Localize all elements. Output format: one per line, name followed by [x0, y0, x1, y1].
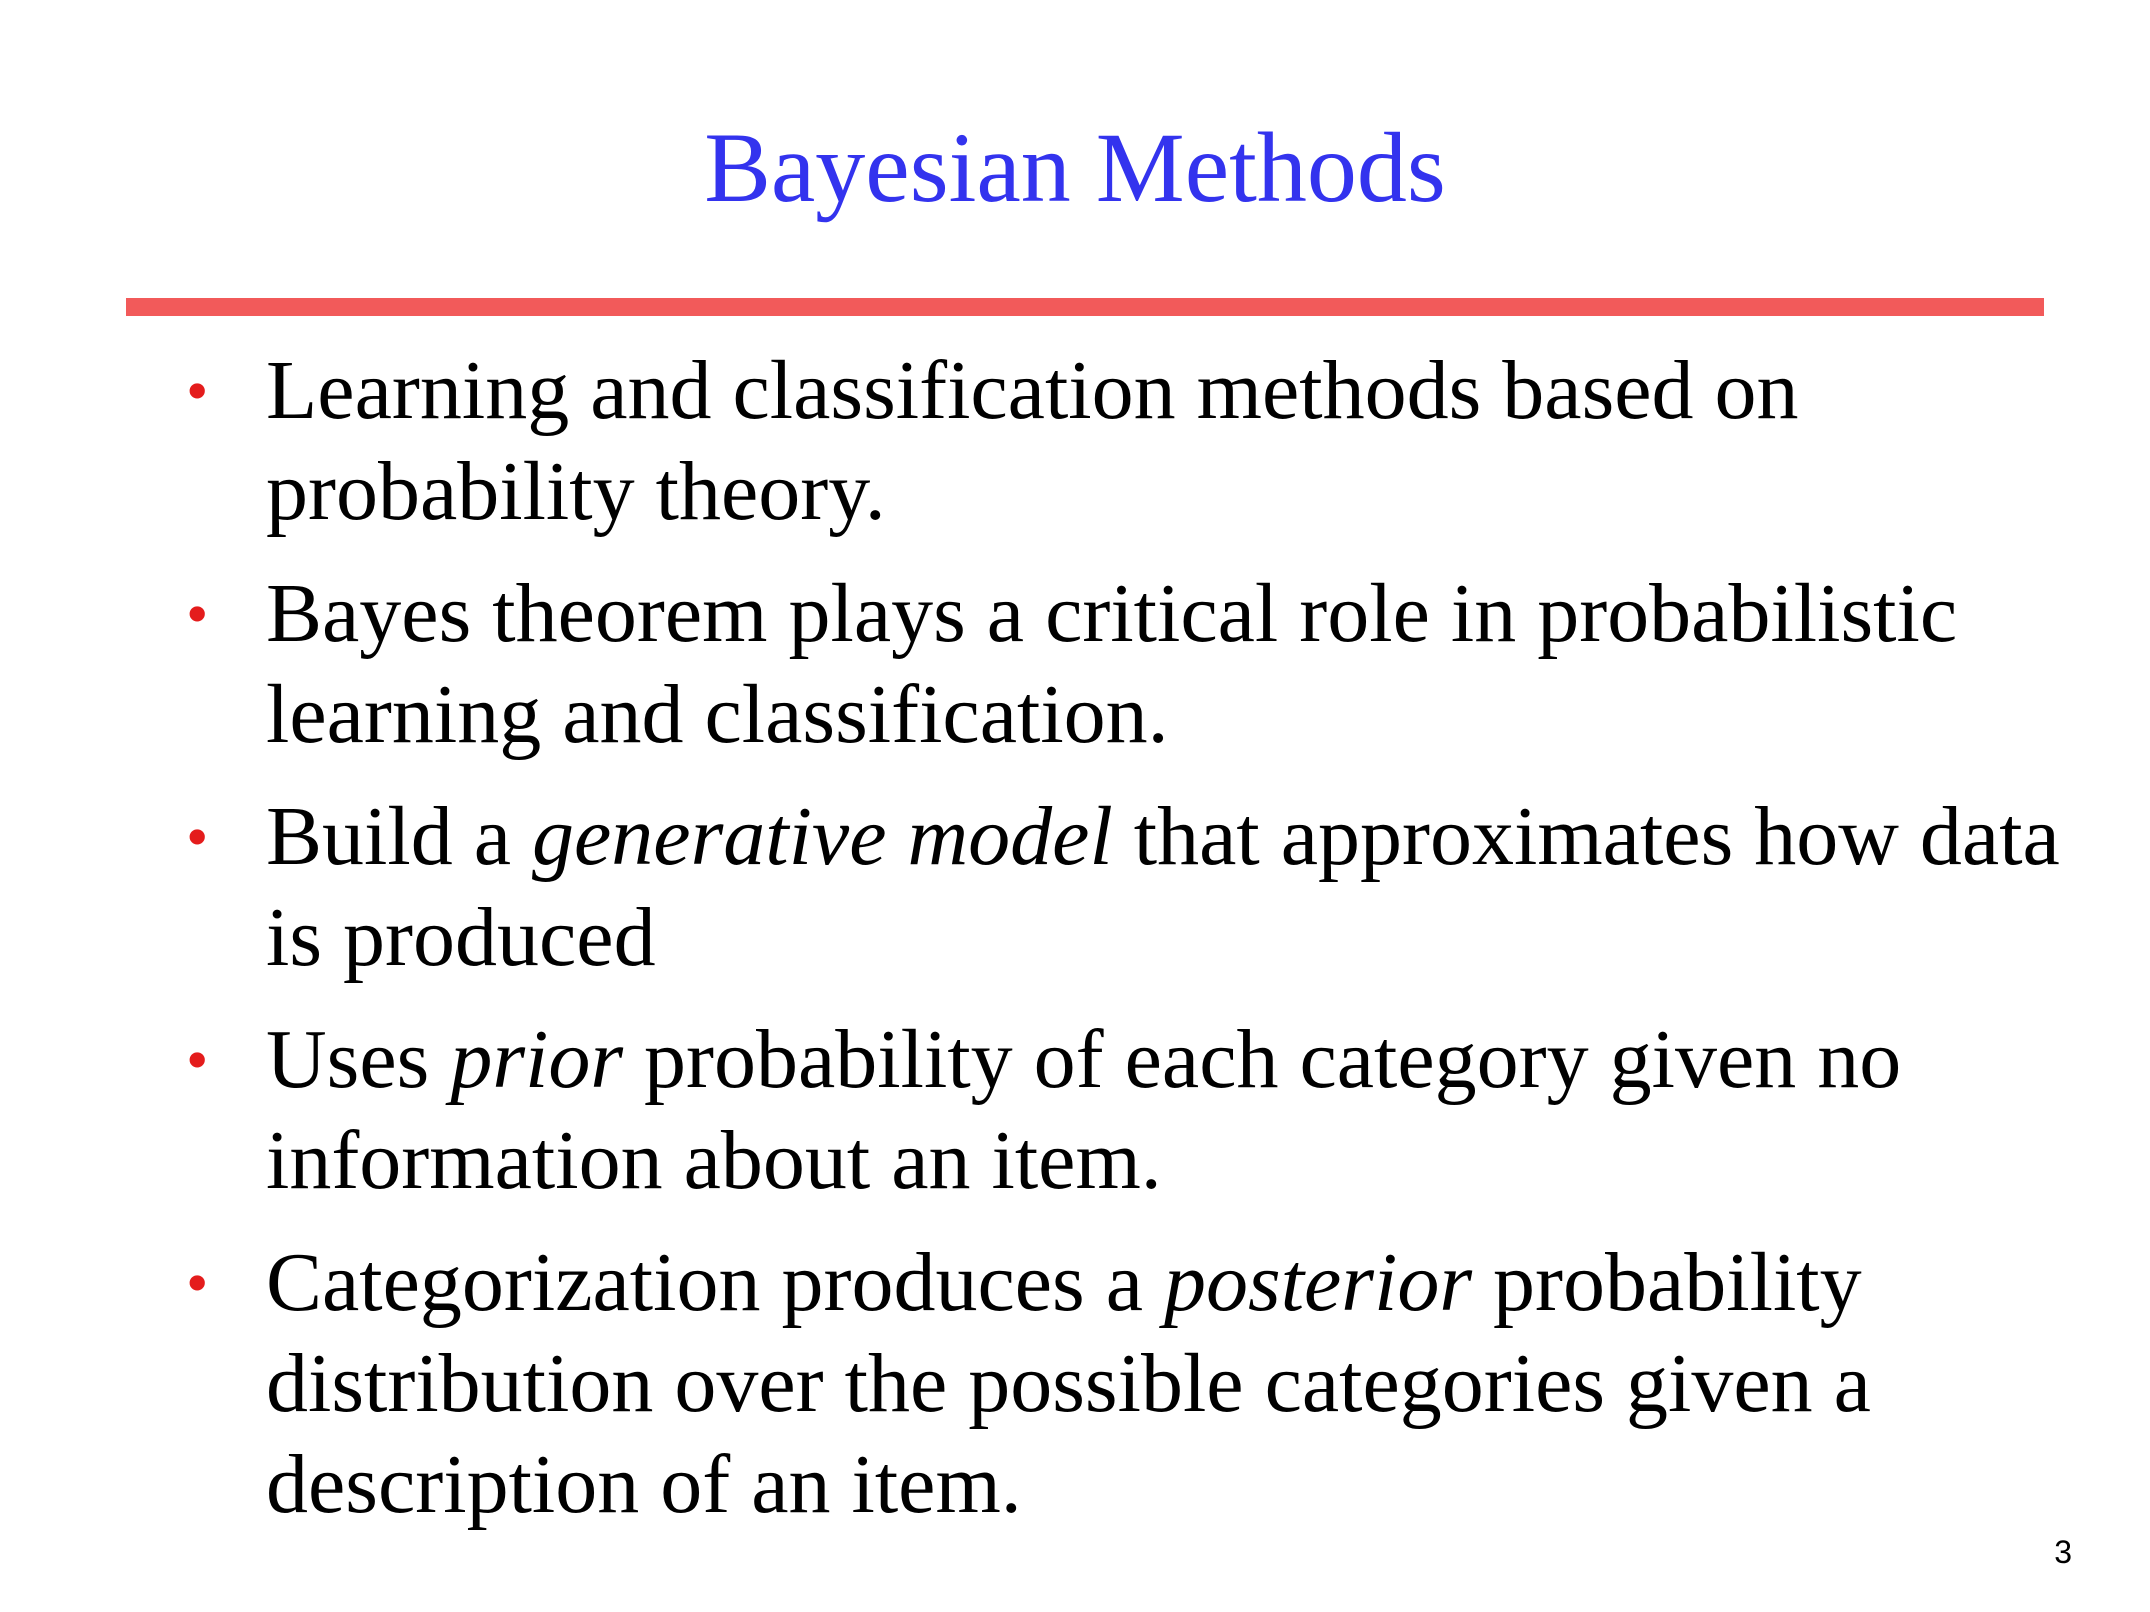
title-underline-rule — [126, 298, 2044, 316]
bullet-text — [266, 344, 1799, 538]
bullet-text — [266, 790, 2060, 984]
bullet-text-plain: probability distribution over the possible categories given a description of an item. — [266, 1236, 1871, 1531]
bullet-item-prior — [186, 1009, 2086, 1211]
bullet-text — [266, 1013, 1901, 1207]
bullet-text-emphasis: prior — [450, 1013, 624, 1106]
bullet-dot-icon: • — [186, 355, 209, 426]
bullet-text-plain: Categorization produces a — [266, 1236, 1164, 1329]
bullet-text-emphasis: posterior — [1164, 1236, 1473, 1329]
bullet-text — [266, 567, 1957, 761]
bullet-text-plain: Build a — [266, 790, 532, 883]
page-number: 3 — [2054, 1534, 2072, 1570]
bullet-dot-icon: • — [186, 1024, 209, 1095]
bullet-text-emphasis: generative model — [532, 790, 1113, 883]
bullet-item-generative-model — [186, 786, 2086, 988]
bullet-text — [266, 1236, 1871, 1531]
bullet-text-plain: Learning and classification methods based on probability theory. — [266, 344, 1799, 538]
bullet-dot-icon: • — [186, 801, 209, 872]
bullet-text-plain: probability of each category given no information about an item. — [266, 1013, 1902, 1207]
slide-title: Bayesian Methods — [704, 112, 1446, 223]
bullet-list — [186, 340, 2086, 1556]
bullet-item-learning — [186, 340, 2086, 542]
bullet-item-bayes-theorem — [186, 563, 2086, 765]
bullet-dot-icon: • — [186, 578, 209, 649]
bullet-text-plain: Bayes theorem plays a critical role in probabilistic learning and classification. — [266, 567, 1958, 761]
bullet-text-plain: Uses — [266, 1013, 451, 1106]
bullet-item-posterior — [186, 1232, 2086, 1535]
bullet-text-plain: that approximates how data is produced — [266, 790, 2060, 984]
bullet-dot-icon: • — [186, 1247, 209, 1318]
